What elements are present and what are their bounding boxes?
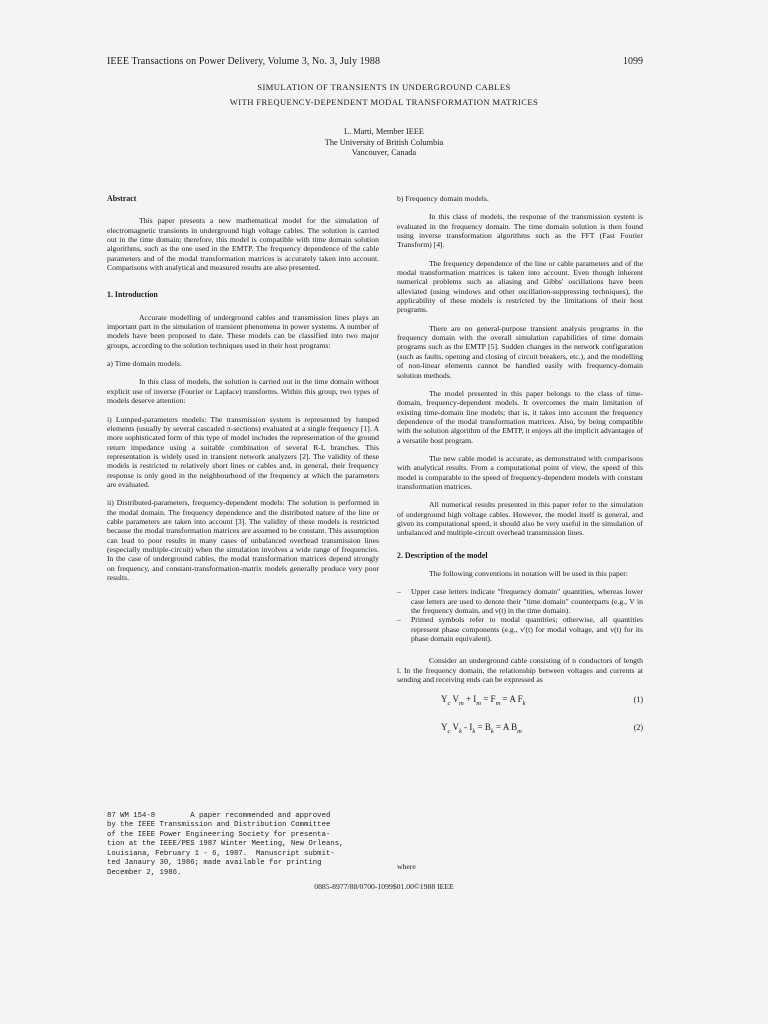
paper-title (0, 80, 768, 110)
right-paragraph-1: In this class of models, the response of the transmission system is evaluated in the frequency domain. The time domain solution is then found using inverse transformation algorithms such as the FFT (Fast Fourier Transform) [4]. (397, 212, 643, 250)
equation-2-body: $Y_c$ $V_k - I_k = B_k = A$ $B_m$ (441, 722, 522, 736)
footnote-line: 87 WM 154-8 A paper recommended and approved (107, 812, 331, 820)
frequency-domain-subheading: b) Frequency domain models. (397, 194, 489, 203)
right-paragraph-8: Consider an underground cable consisting of n conductors of length l. In the frequency domain, the relationship between voltages and currents at sending and receiving ends can be expressed as (397, 656, 643, 685)
where-text: where (397, 862, 416, 871)
right-paragraph-4: The model presented in this paper belongs to the class of time-domain, frequency-dependent models. It overcomes the main limitation of existing time-domain line models; that is, it takes into account the frequency dependence of the modal transformation matrices. Also, by being compatible with the solution algorithm of the EMTP, it enjoys all the implicit advantages of a versatile host program. (397, 388, 643, 445)
equation-1 (397, 693, 643, 721)
footnote-line: December 2, 1986. (107, 868, 182, 877)
footnote-line: by the IEEE Transmission and Distribution Committee (107, 821, 331, 830)
equation-1-body: $Y_c$ $V_m + I_m = F_m = A$ $F_k$ (441, 694, 526, 708)
lumped-parameters-item: i) Lumped-parameters models: The transmission system is represented by lumped elements (usually by several cascaded π-sections) evaluated at a single frequency [1]. A more sophisticated form of this type of model includes the representation of the ground return impedance using a suitable combination of several R-L branches. This representation is widely used in transient network analyzers [2]. The validity of these models is restricted to relatively short lines or cables and, in general, their frequency response is only good in the neighbourhood of the frequency at which the parameters are evaluated. (107, 414, 379, 489)
title-line-2: WITH FREQUENCY-DEPENDENT MODAL TRANSFORMATION MATRICES (229, 97, 539, 107)
introduction-heading: 1. Introduction (107, 290, 158, 300)
abstract-text: This paper presents a new mathematical model for the simulation of electromagnetic transients in underground high voltage cables. The solution is carried out in the time domain; therefore, this model is compatible with time domain solution algorithms, such as the one used in the EMTP. The frequency dependence of the cable parameters and of the modal transformation matrices is accurately taken into account. Comparisons with analytical and measured results are also presented. (107, 216, 379, 273)
footnote-line: of the IEEE Power Engineering Society for presenta- (107, 830, 331, 839)
intro-paragraph-1: Accurate modelling of underground cables and transmission lines plays an important part in the simulation of transient phenomena in power systems. A number of models have been proposed to date. These models can be classified into two major groups, according to the solution techniques used in their host programs: (107, 312, 379, 350)
equation-2 (397, 721, 643, 749)
copyright-line: 0885-8977/88/0700-1099$01.00©1988 IEEE (314, 882, 454, 891)
footnote (107, 812, 387, 878)
author-block (0, 127, 768, 159)
equation-1-number: (1) (633, 695, 643, 705)
left-column (107, 194, 379, 582)
bullet-dash: – (397, 615, 401, 625)
journal-running-head: IEEE Transactions on Power Delivery, Volume 3, No. 3, July 1988 (107, 56, 381, 67)
right-column (397, 194, 643, 749)
author-name: L. Marti, Member IEEE (344, 127, 424, 136)
footnote-line: tion at the IEEE/PES 1987 Winter Meeting, New Orleans, (107, 840, 344, 849)
intro-paragraph-2: In this class of models, the solution is carried out in the time domain without explicit use of inverse (Fourier or Laplace) transforms. Within this group, two types of models deserve attention: (107, 377, 379, 406)
author-location: Vancouver, Canada (351, 148, 417, 157)
distributed-parameters-item: ii) Distributed-parameters, frequency-dependent models: The solution is performed in the modal domain. The frequency dependence and the distributed nature of the line or cable parameters are taken into account [3]. The validity of these models is restricted because the modal transformation matrices are assumed to be constant. This assumption can lead to poor results in many cases of unbalanced overhead transmission lines (especially multiple-circuit) when the simulation involves a wide range of frequencies. In the case of underground cables, the modal transformation matrices depend strongly on frequency, and constant-transformation-matrix models generally produce very poor results. (107, 498, 379, 582)
right-paragraph-3: There are no general-purpose transient analysis programs in the frequency domain with the overall simulation capabilities of time domain programs such as the EMTP [5]. Sudden changes in the network configuration (such as faults, opening and closing of circuit breakers, etc.), and the modelling of non-linear elements cannot be handled easily with frequency-domain solution methods. (397, 323, 643, 380)
footnote-line: Louisiana, February 1 - 6, 1987. Manuscript submit- (107, 849, 335, 858)
title-line-1: SIMULATION OF TRANSIENTS IN UNDERGROUND CABLES (257, 82, 511, 92)
bullet-dash: – (397, 587, 401, 597)
notation-intro: The following conventions in notation will be used in this paper: (429, 569, 628, 578)
abstract-heading: Abstract (107, 194, 137, 203)
right-paragraph-2: The frequency dependence of the line or cable parameters and of the modal transformation matrices is taken into account. Even though inherent numerical problems such as aliasing and Gibbs' oscillations have been alleviated (using windows and other oscillation-suppressing techniques), the applicability of these models is restricted by the limitations of their host programs. (397, 258, 643, 315)
footnote-line: ted Janaury 30, 1986; made available for printing (107, 859, 322, 868)
bullet-text: Primed symbols refer to modal quantities; otherwise, all quantities represent phase components (e.g., v'(t) for modal voltage, and v(t) for its phase domain equivalent). (411, 615, 643, 644)
bullet-text: Upper case letters indicate "frequency domain" quantities, whereas lower case letters are used to denote their "time domain" counterparts (e.g., V in the frequency domain, and v(t) in the time domain). (411, 587, 643, 616)
right-paragraph-6: All numerical results presented in this paper refer to the simulation of underground high voltage cables. However, the model itself is general, and given its computational speed, it should also be very useful in the simulation of unbalanced and multiple-circuit overhead transmission lines. (397, 500, 643, 538)
equation-2-number: (2) (633, 723, 643, 733)
model-description-heading: 2. Description of the model (397, 550, 488, 560)
page-number: 1099 (623, 56, 643, 67)
notation-bullet-1 (397, 587, 643, 615)
time-domain-subheading: a) Time domain models. (107, 359, 182, 369)
notation-bullet-2 (397, 615, 643, 643)
right-paragraph-5: The new cable model is accurate, as demonstrated with comparisons with analytical results. From a computational point of view, the speed of this model is comparable to the speed of frequency-dependent models with constant transformation matrices. (397, 453, 643, 491)
author-affiliation: The University of British Columbia (324, 137, 444, 147)
